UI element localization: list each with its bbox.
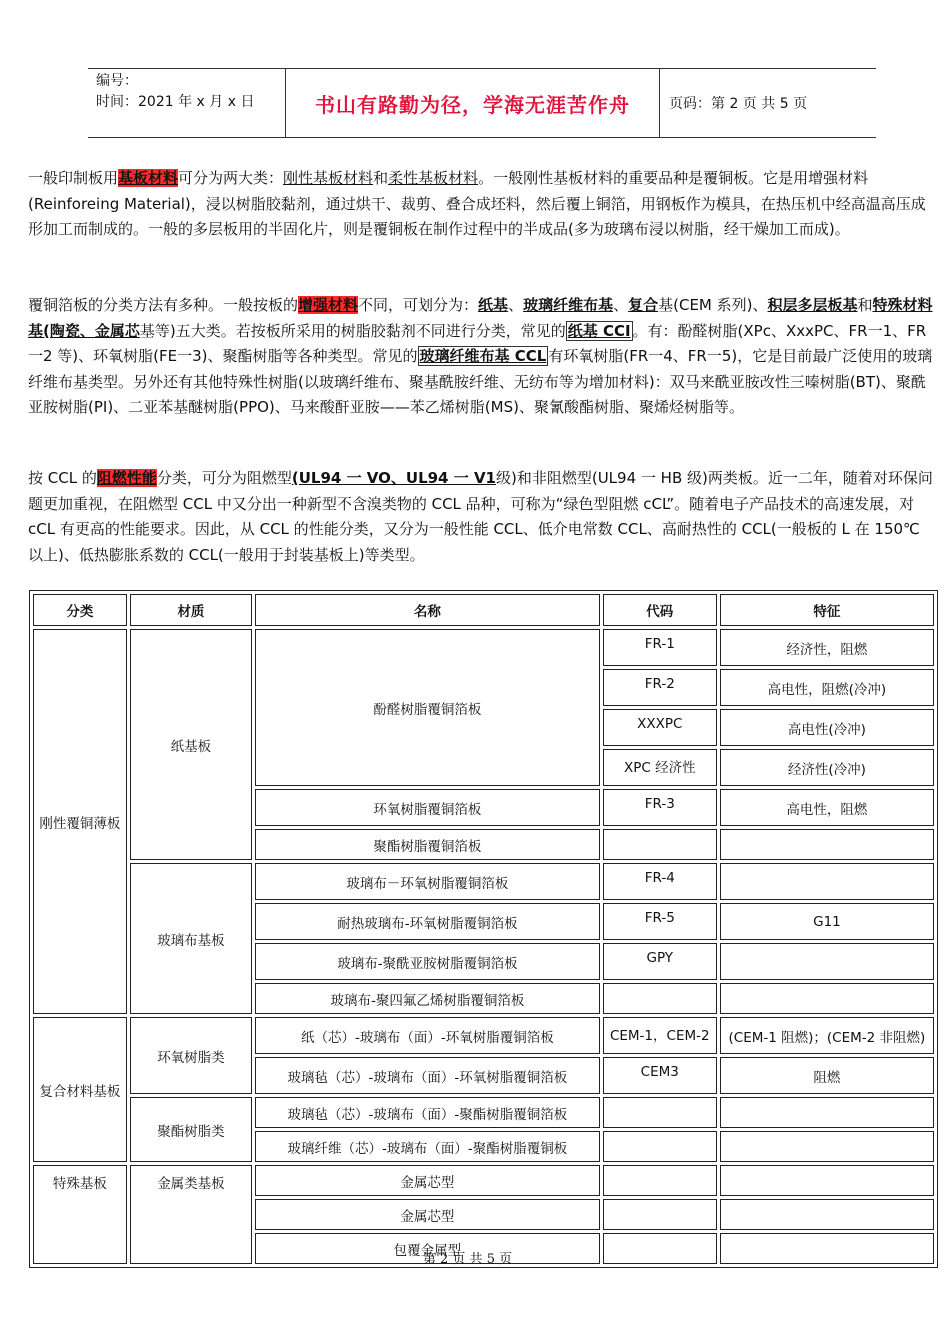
text: 基等)五大类。若按板所采用的树脂胶黏剂不同进行分类，常见的: [139, 321, 566, 340]
header-code: 代码: [603, 594, 717, 626]
name-cell: 玻璃纤维（芯）-玻璃布（面）-聚酯树脂覆铜板: [255, 1131, 600, 1162]
name-cell: 玻璃毡（芯）-玻璃布（面）-聚酯树脂覆铜箔板: [255, 1097, 600, 1128]
code-cell: CEM3: [603, 1057, 717, 1094]
code-cell: FR-1: [603, 629, 717, 666]
header-material: 材质: [130, 594, 252, 626]
category-cell: 复合材料基板: [33, 1017, 127, 1162]
code-cell: [603, 983, 717, 1014]
name-cell: 金属芯型: [255, 1199, 600, 1230]
feature-cell: (CEM-1 阻燃)；(CEM-2 非阻燃): [720, 1017, 934, 1054]
keyword-underline: 刚性基板材料: [283, 169, 374, 187]
text: 可分为两大类：: [178, 169, 284, 187]
footer-page-number: 第 2 页 共 5 页: [422, 1252, 513, 1267]
page-header: [88, 68, 876, 138]
keyword-highlight: 阻燃性能: [96, 469, 157, 487]
text: 覆铜箔板的分类方法有多种。一般按板的: [28, 296, 299, 314]
text: 不同，可划分为：: [358, 296, 479, 314]
name-cell: 玻璃布－环氧树脂覆铜箔板: [255, 863, 600, 900]
feature-cell: 高电性(冷冲): [720, 709, 934, 746]
code-cell: FR-2: [603, 669, 717, 706]
keyword-highlight: 基板材料: [118, 169, 179, 187]
text: 、: [508, 296, 524, 314]
feature-cell: 经济性，阻燃: [720, 629, 934, 666]
number-label: 编号：: [96, 73, 138, 89]
feature-cell: 阻燃: [720, 1057, 934, 1094]
code-cell: [603, 1131, 717, 1162]
feature-cell: 高电性，阻燃: [720, 789, 934, 826]
feature-cell: [720, 983, 934, 1014]
feature-cell: [720, 1097, 934, 1128]
name-cell: 耐热玻璃布-环氧树脂覆铜箔板: [255, 903, 600, 940]
name-cell: 纸（芯）-玻璃布（面）-环氧树脂覆铜箔板: [255, 1017, 600, 1054]
header-category: 分类: [33, 594, 127, 626]
code-cell: [603, 829, 717, 860]
name-cell: 玻璃布-聚四氟乙烯树脂覆铜箔板: [255, 983, 600, 1014]
paragraph-1: [28, 166, 934, 243]
text: 有环氧树脂(FR一4、FR一5)，它是目前最广泛使用的玻璃纤维布基类型。另外还有其他特殊性树脂(以玻璃纤维布、聚基酰胺纤维、无纺布等为增加材料)：双马来酰亚胺改性三嗪树脂(BT)、聚酰亚胺树脂(PI)、二亚苯基醚树脂(PPO)、马来酸酐亚胺——苯乙烯树脂(MS)、聚氰酸酯树脂、聚烯烃树脂等。: [28, 347, 933, 416]
code-cell: [603, 1199, 717, 1230]
feature-cell: [720, 863, 934, 900]
keyword-bold: 积层多层板基: [767, 296, 858, 314]
feature-cell: [720, 943, 934, 980]
name-cell: 酚醛树脂覆铜箔板: [255, 629, 600, 786]
feature-cell: [720, 829, 934, 860]
header-motto: 书山有路勤为径，学海无涯苦作舟: [286, 69, 660, 137]
page-footer: [0, 1248, 950, 1267]
feature-cell: 高电性，阻燃(冷冲): [720, 669, 934, 706]
code-cell: GPY: [603, 943, 717, 980]
text: 按 CCL 的: [28, 469, 97, 487]
name-cell: 金属芯型: [255, 1165, 600, 1196]
category-cell: 刚性覆铜薄板: [33, 629, 127, 1014]
text: 一般印制板用: [28, 169, 119, 187]
text: 、: [613, 296, 629, 314]
code-cell: FR-5: [603, 903, 717, 940]
keyword-bold: 纸基: [478, 296, 509, 314]
code-cell: FR-4: [603, 863, 717, 900]
keyword-boxed: 玻璃纤维布基 CCL: [419, 347, 547, 365]
text: 和: [857, 296, 873, 314]
code-cell: FR-3: [603, 789, 717, 826]
keyword-boxed: 纸基 CCI: [567, 321, 631, 340]
header-name: 名称: [255, 594, 600, 626]
feature-cell: [720, 1131, 934, 1162]
header-info-cell: [88, 69, 286, 137]
text: 和: [373, 169, 389, 187]
code-cell: [603, 1097, 717, 1128]
name-cell: 包覆金属型: [255, 1233, 600, 1264]
text: 级)和非阻燃型(UL94 一 HB 级)两类板。近一二年，随着对环保问题更加重视，在阻燃型 CCL 中又分出一种新型不含溴类物的 CCL 品种，可称为“绿色型阻燃 cCL”。随着电子产品技术的高速发展，对 cCL 有更高的性能要求。因此，从 CCL 的性能分类，又分为一般性能 CCL、低介电常数 CCL、高耐热性的 CCL(一般板的 L 在 150℃以上)、低热膨胀系数的 CCL(一般用于封装基板上)等类型。: [28, 469, 933, 564]
text: 。一般刚性基板材料的重要品种是覆铜板。它是用增强材料(Reinforeing Material)，浸以树脂胶黏剂，通过烘干、裁剪、叠合成坯料，然后覆上铜箔，用钢板作为模具，在热压机中经高温高压成形加工而制成的。一般的多层板用的半固化片，则是覆铜板在制作过程中的半成品(多为玻璃布浸以树脂，经干燥加工而成)。: [28, 169, 926, 238]
name-cell: 玻璃布-聚酰亚胺树脂覆铜箔板: [255, 943, 600, 980]
table-row: [33, 629, 934, 666]
feature-cell: [720, 1199, 934, 1230]
paragraph-2: [28, 293, 934, 421]
material-cell: 金属类基板: [130, 1165, 252, 1264]
text: 。有：酚醛树脂(XPc、XxxPC、FR一1、FR一2 等)、环氧树脂(FE一3)、聚酯树脂等各种类型。常见的: [28, 321, 927, 365]
ccl-classification-table: [29, 590, 938, 1268]
text: 基(CEM 系列)、: [658, 296, 768, 314]
material-cell: 纸基板: [130, 629, 252, 860]
feature-cell: [720, 1165, 934, 1196]
table-row: [33, 863, 934, 900]
code-cell: XPC 经济性: [603, 749, 717, 786]
header-feature: 特征: [720, 594, 934, 626]
code-cell: [603, 1165, 717, 1196]
keyword-bold: 玻璃纤维布基: [523, 296, 614, 314]
category-cell: 特殊基板: [33, 1165, 127, 1264]
keyword-underline: 柔性基板材料: [388, 169, 479, 187]
keyword-bold: 复合: [628, 296, 659, 314]
name-cell: 玻璃毡（芯）-玻璃布（面）-环氧树脂覆铜箔板: [255, 1057, 600, 1094]
name-cell: 环氧树脂覆铜箔板: [255, 789, 600, 826]
keyword-highlight: 增强材料: [298, 296, 359, 314]
table-row: [33, 1017, 934, 1054]
keyword-bold: 特殊材料基(陶瓷、金属芯: [28, 296, 933, 340]
table-header-row: [33, 594, 934, 626]
feature-cell: 经济性(冷冲): [720, 749, 934, 786]
keyword-bold: (UL94 一 VO、UL94 一 V1: [291, 469, 496, 487]
name-cell: 聚酯树脂覆铜箔板: [255, 829, 600, 860]
text: 分类，可分为阻燃型: [156, 469, 292, 487]
material-cell: 聚酯树脂类: [130, 1097, 252, 1162]
material-cell: 玻璃布基板: [130, 863, 252, 1014]
header-page-label: 页码：第 2 页 共 5 页: [669, 96, 808, 112]
table-row: [33, 1165, 934, 1196]
paragraph-3: [28, 466, 934, 568]
material-cell: 环氧树脂类: [130, 1017, 252, 1094]
code-cell: XXXPC: [603, 709, 717, 746]
time-label: 时间：2021 年 x 月 x 日: [96, 94, 255, 110]
feature-cell: G11: [720, 903, 934, 940]
code-cell: CEM-1，CEM-2: [603, 1017, 717, 1054]
table-row: [33, 1097, 934, 1128]
